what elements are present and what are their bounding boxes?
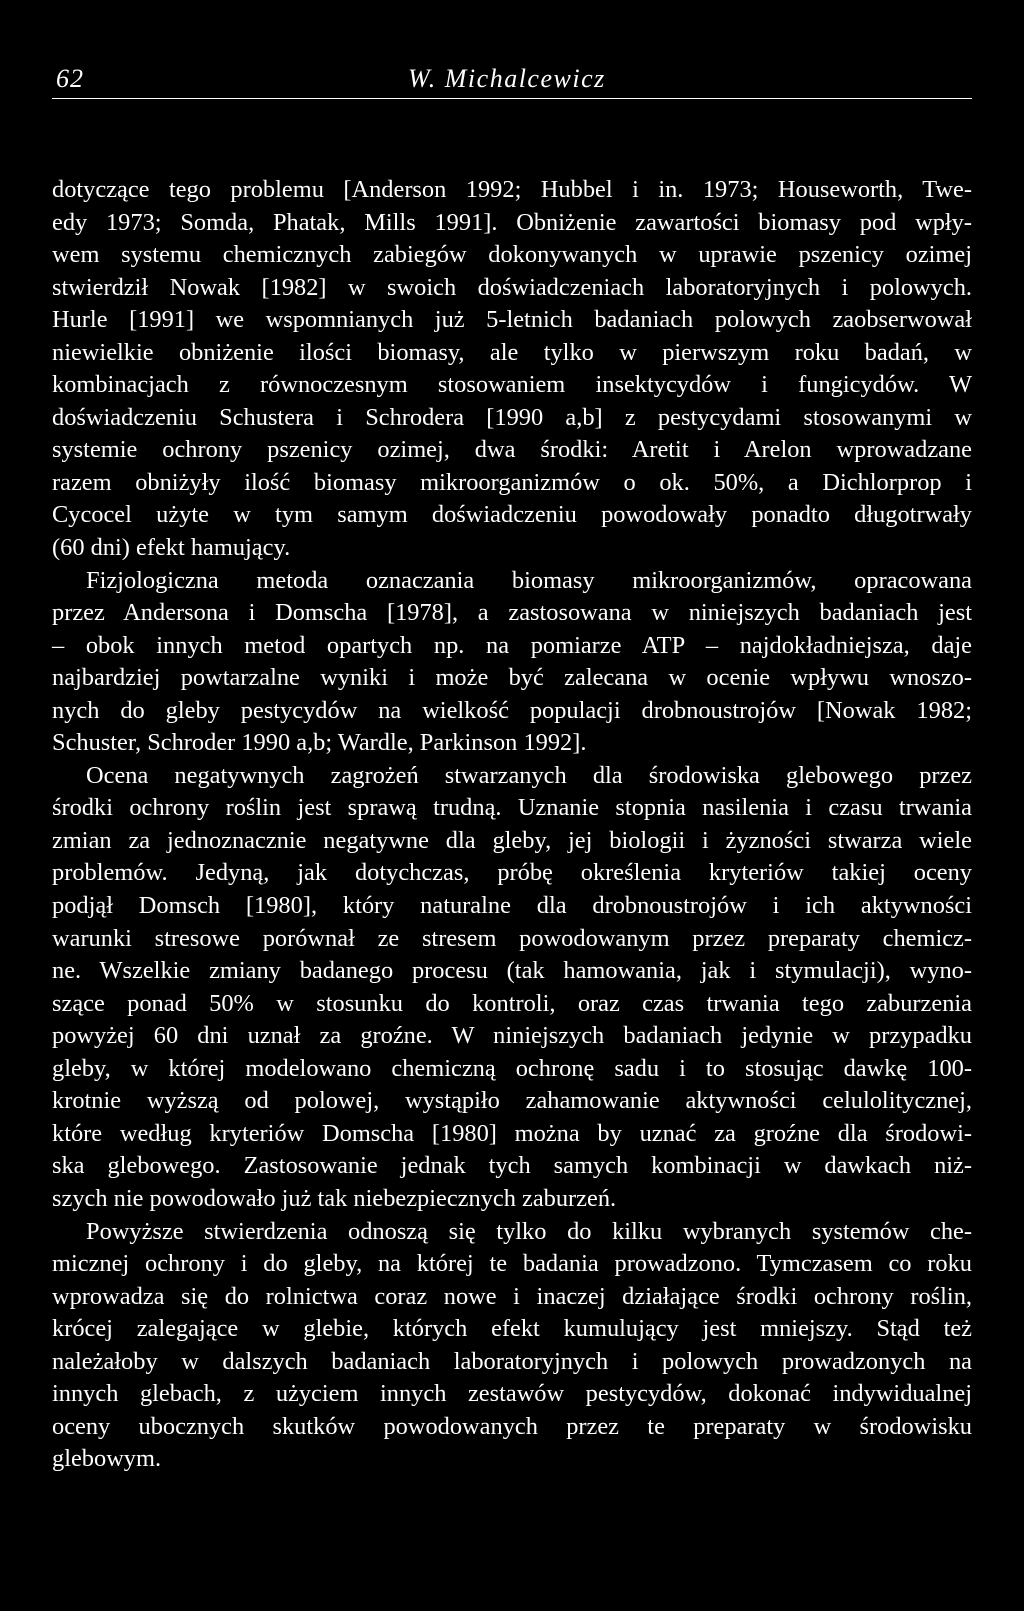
text-line: które według kryteriów Domscha [1980] można by uznać za groźne dla środowi- xyxy=(52,1119,972,1147)
text-line: najbardziej powtarzalne wyniki i może być zalecana w ocenie wpływu wnoszo- xyxy=(52,664,972,692)
text-line: stwierdził Nowak [1982] w swoich doświadczeniach laboratoryjnych i polowych. xyxy=(52,273,972,301)
text-line: doświadczeniu Schustera i Schrodera [1990 a,b] z pestycydami stosowanymi w xyxy=(52,403,972,431)
text-line: należałoby w dalszych badaniach laboratoryjnych i polowych prowadzonych na xyxy=(52,1347,972,1375)
text-line: krócej zalegające w glebie, których efekt kumulujący jest mniejszy. Stąd też xyxy=(52,1315,972,1343)
text-line: ne. Wszelkie zmiany badanego procesu (tak hamowania, jak i stymulacji), wyno- xyxy=(52,957,972,985)
text-line: Schuster, Schroder 1990 a,b; Wardle, Parkinson 1992]. xyxy=(52,729,587,757)
text-line: systemie ochrony pszenicy ozimej, dwa środki: Aretit i Arelon wprowadzane xyxy=(52,436,972,464)
text-line: oceny ubocznych skutków powodowanych przez te preparaty w środowisku xyxy=(52,1412,972,1440)
body-text xyxy=(52,174,972,1476)
text-line: przez Andersona i Domscha [1978], a zastosowana w niniejszych badaniach jest xyxy=(52,599,972,627)
text-line: glebowym. xyxy=(52,1445,162,1473)
text-line: szące ponad 50% w stosunku do kontroli, oraz czas trwania tego zaburzenia xyxy=(52,989,972,1017)
text-line: zmian za jednoznacznie negatywne dla gleby, jej biologii i żyzności stwarza wiele xyxy=(52,826,972,854)
text-line: problemów. Jedyną, jak dotychczas, próbę określenia kryteriów takiej oceny xyxy=(52,859,972,887)
text-line: gleby, w której modelowano chemiczną ochronę sadu i to stosując dawkę 100- xyxy=(52,1054,972,1082)
running-head-author: W. Michalcewicz xyxy=(408,64,606,93)
text-line: Cycocel użyte w tym samym doświadczeniu powodowały ponadto długotrwały xyxy=(52,501,972,529)
text-line: innych glebach, z użyciem innych zestawów pestycydów, dokonać indywidualnej xyxy=(52,1380,972,1408)
text-line: szych nie powodowało już tak niebezpiecznych zaburzeń. xyxy=(52,1184,617,1212)
text-line: Powyższe stwierdzenia odnoszą się tylko do kilku wybranych systemów che- xyxy=(86,1217,972,1245)
text-line: wprowadza się do rolnictwa coraz nowe i inaczej działające środki ochrony roślin, xyxy=(52,1282,972,1310)
text-line: warunki stresowe porównał ze stresem powodowanym przez preparaty chemicz- xyxy=(52,924,972,952)
text-line: (60 dni) efekt hamujący. xyxy=(52,534,291,562)
text-line: edy 1973; Somda, Phatak, Mills 1991]. Obniżenie zawartości biomasy pod wpły- xyxy=(52,208,972,236)
text-line: podjął Domsch [1980], który naturalne dla drobnoustrojów i ich aktywności xyxy=(52,892,972,920)
text-line: nych do gleby pestycydów na wielkość populacji drobnoustrojów [Nowak 1982; xyxy=(52,696,972,724)
text-line: krotnie wyższą od polowej, wystąpiło zahamowanie aktywności celulolitycznej, xyxy=(52,1087,972,1115)
text-line: Hurle [1991] we wspomnianych już 5-letnich badaniach polowych zaobserwował xyxy=(52,306,972,334)
text-line: niewielkie obniżenie ilości biomasy, ale tylko w pierwszym roku badań, w xyxy=(52,338,972,366)
text-line: wem systemu chemicznych zabiegów dokonywanych w uprawie pszenicy ozimej xyxy=(52,241,972,269)
running-head xyxy=(52,60,972,99)
text-line: dotyczące tego problemu [Anderson 1992; Hubbel i in. 1973; Houseworth, Twe- xyxy=(52,176,972,203)
text-line: środki ochrony roślin jest sprawą trudną. Uznanie stopnia nasilenia i czasu trwania xyxy=(52,794,972,822)
text-line: – obok innych metod opartych np. na pomiarze ATP – najdokładniejsza, daje xyxy=(52,631,972,659)
text-line: Fizjologiczna metoda oznaczania biomasy mikroorganizmów, opracowana xyxy=(86,566,972,594)
page-number: 62 xyxy=(56,64,84,93)
text-line: ska glebowego. Zastosowanie jednak tych samych kombinacji w dawkach niż- xyxy=(52,1152,972,1180)
text-line: kombinacjach z równoczesnym stosowaniem insektycydów i fungicydów. W xyxy=(52,371,972,399)
text-line: powyżej 60 dni uznał za groźne. W niniejszych badaniach jedynie w przypadku xyxy=(52,1022,972,1050)
text-line: Ocena negatywnych zagrożeń stwarzanych dla środowiska glebowego przez xyxy=(86,761,972,789)
text-line: razem obniżyły ilość biomasy mikroorganizmów o ok. 50%, a Dichlorprop i xyxy=(52,468,972,496)
text-line: micznej ochrony i do gleby, na której te badania prowadzono. Tymczasem co roku xyxy=(52,1250,972,1278)
